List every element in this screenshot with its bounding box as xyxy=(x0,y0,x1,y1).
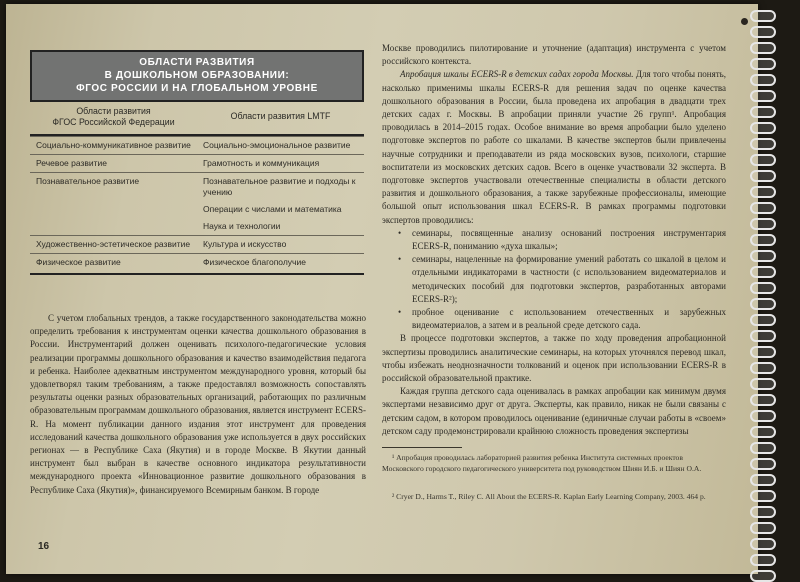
header-left-line-1: Области развития xyxy=(76,106,151,116)
binding-ring xyxy=(750,282,776,294)
bullet-item: • пробное оценивание с использованием отечественных и зарубежных видеоматериалов, а затем и в реальной среде детского сада. xyxy=(412,306,726,332)
binding-ring xyxy=(750,10,776,22)
right-column-text xyxy=(382,42,726,438)
binding-ring xyxy=(750,330,776,342)
table-row xyxy=(30,172,364,201)
binding-ring xyxy=(750,250,776,262)
table-cell-lmtf: Грамотность и коммуникация xyxy=(203,158,320,168)
binding-ring xyxy=(750,218,776,230)
table-cell-lmtf: Операции с числами и математика xyxy=(203,204,342,214)
left-column-text xyxy=(30,312,366,497)
right-paragraph-2-text: Для того чтобы понять, насколько применимы шкалы ECERS-R для решения задач по оценке качества дошкольного образования в России, была проведена их апробация в двадцати трех детских садах г. Москвы. В апробации приняли участие 26 групп¹. Апробация проводилась в 2014–2015 годах. Особое внимание во время апробации было уделено подготовке экспертов по работе со шкалами. В качестве экспертов были привлечены научные сотрудники и преподаватели из ряда московских вузов, психологи, старшие воспитатели из московских детских садов. Всего в оценке участвовали 32 эксперта. В подготовке экспертов участвовали отечественные специалисты в области детского развития и дошкольного образования, а также зарубежные профессионалы, имеющие большой опыт использования шкал ECERS-R. В рамках программы подготовки экспертов проводились: xyxy=(382,69,727,225)
table-cell-fgos: Речевое развитие xyxy=(36,158,108,168)
binding-ring xyxy=(750,554,776,566)
binding-ring xyxy=(750,314,776,326)
binding-ring xyxy=(750,170,776,182)
table-body xyxy=(30,136,364,271)
table-bottom-rule xyxy=(30,273,364,275)
binding-ring xyxy=(750,538,776,550)
binding-ring xyxy=(750,234,776,246)
header-left xyxy=(30,102,197,134)
table-cell-fgos xyxy=(30,201,197,218)
table-cell-lmtf: Физическое благополучие xyxy=(203,257,306,267)
table-row xyxy=(30,218,364,235)
bullet-list xyxy=(382,227,726,333)
binding-ring xyxy=(750,106,776,118)
binding-ring xyxy=(750,42,776,54)
binding-ring xyxy=(750,90,776,102)
binding-ring xyxy=(750,506,776,518)
binding-ring xyxy=(750,122,776,134)
binding-ring xyxy=(750,522,776,534)
footnote-2 xyxy=(382,492,726,503)
right-paragraph-4: Каждая группа детского сада оценивалась в рамках апробации как минимум двумя экспертами независимо друг от друга. Эксперты, как правило, никак не были связаны с детским садом, в котором проводилось оценивание (единичные случаи работы в «своем» детском саду продемонстрировали крайнюю сложность проведения экспертизы xyxy=(382,386,726,436)
binding-ring xyxy=(750,26,776,38)
binding-ring xyxy=(750,58,776,70)
table-cell-fgos: Социально-коммуникативное развитие xyxy=(36,140,191,150)
binding-ring xyxy=(750,202,776,214)
table-cell-lmtf: Наука и технологии xyxy=(203,221,281,231)
table-cell-lmtf: Познавательное развитие и подходы к учению xyxy=(203,176,356,197)
footnote-1-text: ¹ Апробация проводилась лабораторией развития ребенка Института системных проектов Московского городского педагогического университета под руководством Шиян И.Б. и Шиян О.А. xyxy=(382,453,702,473)
page-number: 16 xyxy=(38,541,50,552)
binding-ring xyxy=(750,346,776,358)
binding-ring xyxy=(750,74,776,86)
binding-ring xyxy=(750,138,776,150)
right-paragraph-3: В процессе подготовки экспертов, а также по ходу проведения апробационной экспертизы проводились аналитические семинары, на которых уточнялся перевод шкал, чтобы избежать неоднозначности толкований и оценок при использовании ECERS-R в российской образовательной практике. xyxy=(382,333,726,384)
table-cell-fgos: Познавательное развитие xyxy=(36,176,140,186)
footnote-2-text: ² Cryer D., Harms T., Riley C. All About the ECERS-R. Kaplan Early Learning Company, 2003. 464 p. xyxy=(392,492,706,501)
binding-ring xyxy=(750,154,776,166)
table-title-line-1: ОБЛАСТИ РАЗВИТИЯ xyxy=(139,57,255,68)
book-page xyxy=(6,4,758,574)
table-row xyxy=(30,201,364,218)
binding-ring xyxy=(750,570,776,582)
binding-ring xyxy=(750,474,776,486)
section-heading-italic: Апробация шкалы ECERS-R в детских садах города Москвы. xyxy=(400,69,634,80)
footnote-rule xyxy=(382,447,462,448)
bullet-item: • семинары, посвященные анализу оснований построения инструментария ECERS-R, пониманию «духа шкалы»; xyxy=(412,227,726,253)
table-cell-fgos xyxy=(30,218,197,235)
table-row xyxy=(30,253,364,271)
binding-ring xyxy=(750,442,776,454)
binding-ring xyxy=(750,378,776,390)
footnote-1 xyxy=(382,453,726,474)
table-cell-lmtf: Социально-эмоциональное развитие xyxy=(203,140,351,150)
bullet-item: • семинары, нацеленные на формирование умений работать со шкалой в целом и отдельными индикаторами в частности (с использованием видеоматериалов и методических пособий для подготовки экспертов, разработанных авторами ECERS-R²); xyxy=(412,253,726,306)
binding-ring xyxy=(750,458,776,470)
table-cell-fgos: Художественно-эстетическое развитие xyxy=(36,239,191,249)
binding-ring xyxy=(750,362,776,374)
binding-ring xyxy=(750,490,776,502)
table-row xyxy=(30,235,364,253)
table-title xyxy=(30,50,364,100)
binding-ring xyxy=(750,266,776,278)
binding-ring xyxy=(750,426,776,438)
header-right: Области развития LMTF xyxy=(230,111,331,121)
binding-ring xyxy=(750,410,776,422)
binding-ring xyxy=(750,186,776,198)
left-paragraph: С учетом глобальных трендов, а также государственного законодательства можно определить требования к инструментам оценки качества дошкольного образования в России. Инструментарий должен оценивать психолого-педагогические условия реализации программы дошкольного образования и качество взаимодействия педагога и ребенка. Наиболее адекватным инструментом международного уровня, который бы удовлетворял таким требованиям, а также предоставлял возможность сопоставлять результаты оценки разных образовательных организаций, работающих по различным образовательным программам дошкольного образования, является инструмент ECERS-R. На момент публикации данного издания этот инструмент для проведения исследований качества дошкольного образования уже используется в двух российских регионах — в Республике Саха (Якутия) и в городе Москве. В Якутии данный инструмент был выбран в качестве основного индикатора результативности международного проекта «Инновационное развитие дошкольного образования в Республике Саха (Якутия)», финансируемого Всемирным банком. В городе xyxy=(30,313,366,495)
development-areas-table xyxy=(30,50,364,306)
table-cell-lmtf: Культура и искусство xyxy=(203,239,287,249)
table-title-line-2: В ДОШКОЛЬНОМ ОБРАЗОВАНИИ: xyxy=(104,70,290,81)
table-title-line-3: ФГОС РОССИИ И НА ГЛОБАЛЬНОМ УРОВНЕ xyxy=(76,83,318,94)
header-left-line-2: ФГОС Российской Федерации xyxy=(52,117,175,127)
binding-ring xyxy=(750,298,776,310)
table-row xyxy=(30,136,364,154)
table-row xyxy=(30,154,364,172)
table-header xyxy=(30,100,364,136)
right-paragraph-2 xyxy=(382,68,726,226)
table-cell-fgos: Физическое развитие xyxy=(36,257,121,267)
spiral-binding xyxy=(744,0,800,581)
binding-ring xyxy=(750,394,776,406)
right-paragraph-1: Москве проводились пилотирование и уточнение (адаптация) инструмента с учетом российского контекста. xyxy=(382,43,726,67)
